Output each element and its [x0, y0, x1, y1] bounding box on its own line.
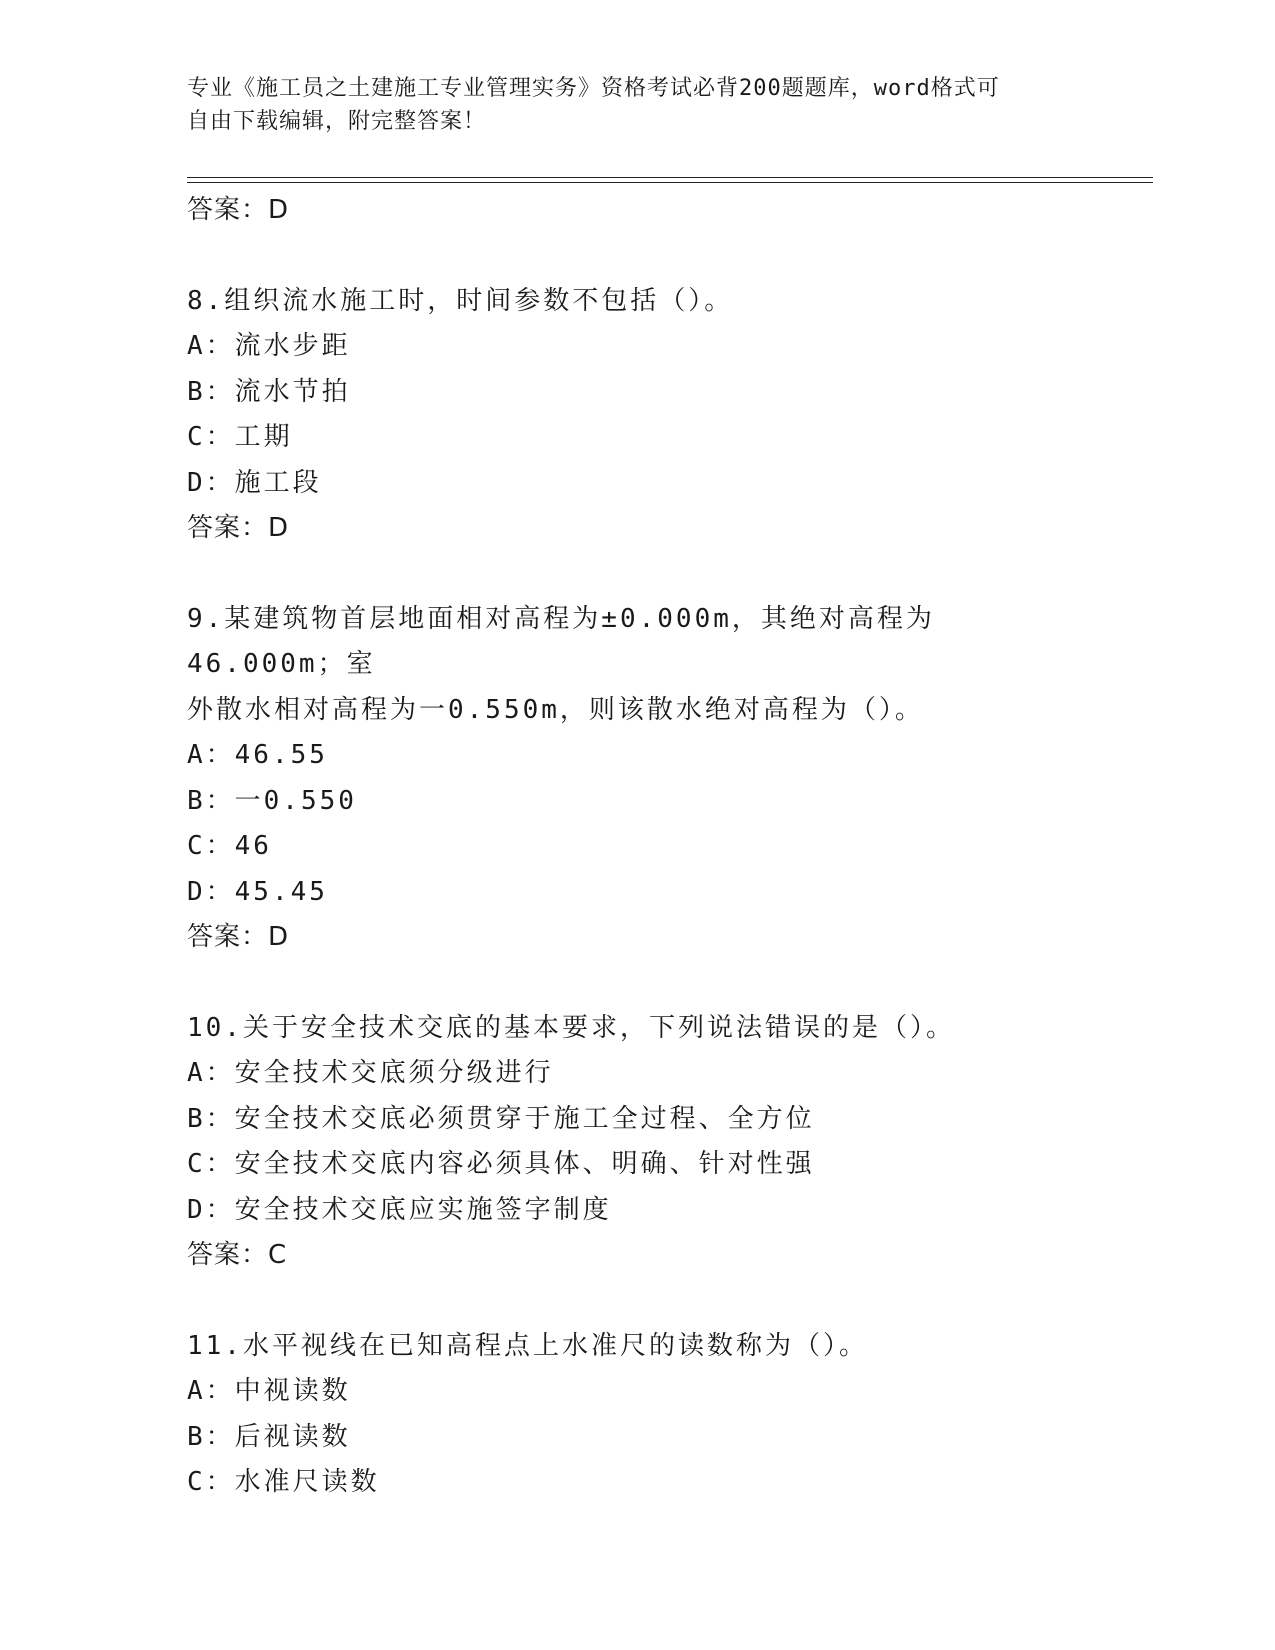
question-block [187, 279, 1087, 552]
header-rule-bottom [187, 182, 1153, 183]
option-item: A：中视读数 [187, 1376, 351, 1406]
option-item: A：流水步距 [187, 331, 351, 361]
option-item: C：46 [187, 831, 272, 861]
option-item: A：安全技术交底须分级进行 [187, 1058, 554, 1088]
question-block [187, 1324, 1087, 1506]
option-item: C：水准尺读数 [187, 1467, 380, 1497]
header-line-2: 自由下载编辑，附完整答案！ [187, 109, 487, 134]
option-item: D：45.45 [187, 876, 328, 907]
option-item: B：流水节拍 [187, 376, 351, 407]
option-item: B：后视读数 [187, 1421, 351, 1452]
document-header [187, 72, 1067, 138]
header-line-1: 专业《施工员之土建施工专业管理实务》资格考试必背200题题库，word格式可 [187, 76, 1000, 101]
option-item: B：安全技术交底必须贯穿于施工全过程、全方位 [187, 1103, 815, 1134]
question-stem: 11.水平视线在已知高程点上水准尺的读数称为（）。 [187, 1330, 868, 1361]
question-stem: 外散水相对高程为一0.550m，则该散水绝对高程为（）。 [187, 694, 924, 725]
answer-line: 答案：C [187, 1240, 288, 1270]
header-rule-top [187, 177, 1153, 178]
question-stem: 10.关于安全技术交底的基本要求，下列说法错误的是（）。 [187, 1012, 955, 1043]
option-item: D：安全技术交底应实施签字制度 [187, 1194, 612, 1225]
previous-answer: 答案：D [187, 195, 290, 225]
option-item: D：施工段 [187, 467, 322, 498]
question-block [187, 597, 1087, 961]
answer-line: 答案：D [187, 922, 290, 952]
option-item: B：一0.550 [187, 785, 357, 816]
question-list [187, 188, 1087, 1506]
option-item: C：安全技术交底内容必须具体、明确、针对性强 [187, 1149, 815, 1179]
question-block [187, 1006, 1087, 1279]
question-stem: 8.组织流水施工时，时间参数不包括（）。 [187, 285, 734, 316]
option-item: C：工期 [187, 422, 293, 452]
answer-line: 答案：D [187, 513, 290, 543]
questions-container [187, 279, 1087, 1506]
option-item: A：46.55 [187, 740, 328, 770]
question-stem: 9.某建筑物首层地面相对高程为±0.000m，其绝对高程为46.000m；室 [187, 603, 935, 679]
